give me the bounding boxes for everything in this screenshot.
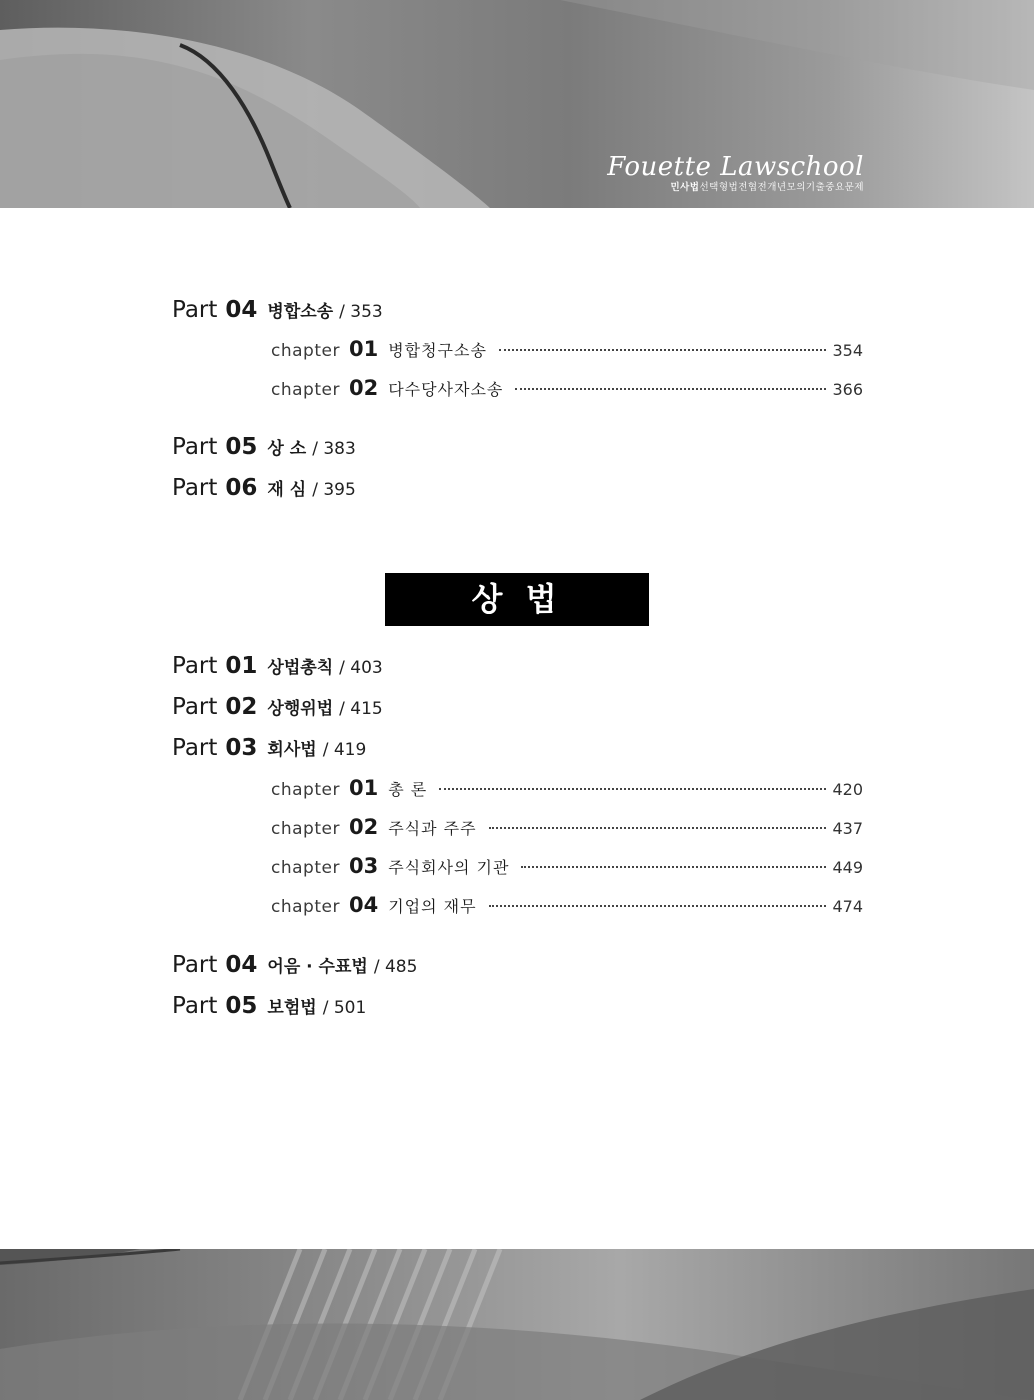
toc-chapter [271, 893, 863, 919]
chapter-number: 02 [348, 815, 379, 839]
part-label: Part [172, 694, 218, 720]
part-page: / 485 [373, 957, 418, 977]
part-number: 01 [225, 653, 258, 679]
leader-dots [521, 865, 826, 868]
chapter-number: 01 [348, 776, 379, 800]
leader-dots [489, 904, 827, 907]
toc-part [172, 432, 356, 462]
part-label: Part [172, 434, 218, 460]
part-page: / 395 [312, 480, 356, 500]
part-page: / 403 [339, 658, 383, 678]
chapter-page: 474 [832, 897, 863, 916]
chapter-label: chapter [271, 780, 340, 800]
part-title: 재 심 [267, 480, 307, 500]
footer-banner [0, 1249, 1034, 1400]
part-title: 상행위법 [267, 699, 334, 719]
chapter-title: 주식과 주주 [388, 819, 477, 838]
part-page: / 383 [312, 439, 356, 459]
brand-sub-bold: 민사법 [670, 182, 700, 193]
toc-part [172, 991, 366, 1021]
toc-part [172, 950, 417, 980]
part-label: Part [172, 952, 218, 978]
part-page: / 419 [322, 740, 367, 760]
toc-part [172, 473, 356, 503]
part-title: 보험법 [267, 998, 317, 1018]
leader-dots [439, 787, 826, 790]
chapter-title: 총 론 [388, 780, 428, 799]
section-title-banner: 상 법 [385, 573, 649, 626]
toc-part [172, 295, 383, 325]
part-page: / 501 [322, 998, 367, 1018]
chapter-label: chapter [271, 819, 340, 839]
part-number: 03 [225, 735, 258, 761]
toc-part [172, 692, 383, 722]
toc-chapter [271, 337, 863, 363]
chapter-page: 354 [832, 341, 863, 360]
part-number: 02 [225, 694, 258, 720]
leader-dots [515, 387, 826, 390]
toc-chapter [271, 854, 863, 880]
part-number: 06 [225, 475, 258, 501]
part-number: 05 [225, 434, 258, 460]
chapter-title: 병합청구소송 [388, 341, 487, 360]
chapter-title: 기업의 재무 [388, 897, 477, 916]
part-label: Part [172, 297, 218, 323]
part-page: / 415 [339, 699, 383, 719]
part-number: 05 [225, 993, 258, 1019]
part-page: / 353 [339, 302, 383, 322]
chapter-number: 03 [348, 854, 379, 878]
part-number: 04 [225, 952, 258, 978]
leader-dots [499, 348, 827, 351]
part-label: Part [172, 735, 218, 761]
part-label: Part [172, 653, 218, 679]
toc-chapter [271, 776, 863, 802]
chapter-number: 04 [348, 893, 379, 917]
chapter-title: 주식회사의 기관 [388, 858, 510, 877]
toc-chapter [271, 376, 863, 402]
chapter-number: 02 [348, 376, 379, 400]
chapter-label: chapter [271, 858, 340, 878]
part-title: 어음 · 수표법 [267, 957, 368, 977]
brand-sub-rest: 선택형법전협전개년모의기출중요문제 [699, 182, 864, 193]
chapter-label: chapter [271, 341, 340, 361]
part-title: 회사법 [267, 740, 317, 760]
part-label: Part [172, 475, 218, 501]
toc-part [172, 733, 366, 763]
chapter-page: 420 [832, 780, 863, 799]
part-title: 병합소송 [267, 302, 334, 322]
chapter-title: 다수당사자소송 [388, 380, 504, 399]
brand-title: Fouette Lawschool [607, 152, 864, 182]
chapter-number: 01 [348, 337, 379, 361]
toc-chapter [271, 815, 863, 841]
part-title: 상 소 [267, 439, 307, 459]
part-title: 상법총칙 [267, 658, 334, 678]
chapter-page: 366 [832, 380, 863, 399]
leader-dots [489, 826, 827, 829]
chapter-label: chapter [271, 380, 340, 400]
chapter-page: 449 [832, 858, 863, 877]
footer-decoration [0, 1249, 1034, 1400]
chapter-page: 437 [832, 819, 863, 838]
part-label: Part [172, 993, 218, 1019]
chapter-label: chapter [271, 897, 340, 917]
toc-part [172, 651, 383, 681]
part-number: 04 [225, 297, 258, 323]
